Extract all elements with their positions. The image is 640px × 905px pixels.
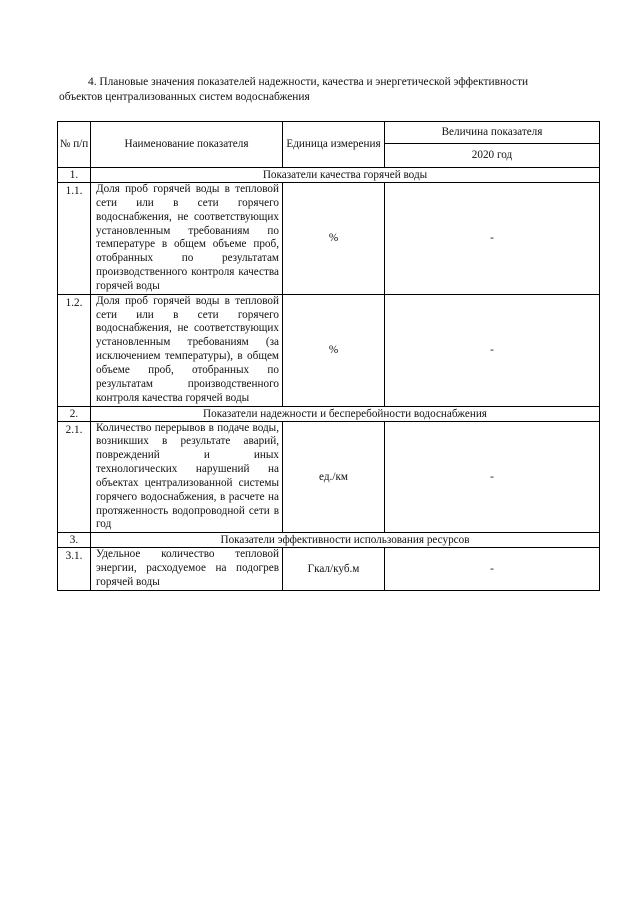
heading-line-1: 4. Плановые значения показателей надежности, качества и энергетической эффективности (88, 76, 529, 88)
row-value: - (385, 294, 600, 406)
section-num: 1. (58, 168, 91, 183)
section-row (58, 533, 600, 548)
table-row (58, 548, 600, 591)
section-row (58, 406, 600, 421)
row-unit: % (283, 294, 385, 406)
table-row (58, 421, 600, 533)
section-row (58, 168, 600, 183)
header-name: Наименование показателя (91, 122, 283, 168)
section-heading (59, 75, 601, 104)
header-unit: Единица измерения (283, 122, 385, 168)
row-name: Количество перерывов в подаче воды, возникших в результате аварий, повреждений и иных технологических нарушений на объектах централизованной системы горячего водоснабжения, в расчете на протяженность водопроводной сети в год (91, 421, 283, 533)
row-num: 3.1. (58, 548, 91, 591)
section-title: Показатели надежности и бесперебойности водоснабжения (91, 406, 600, 421)
section-num: 2. (58, 406, 91, 421)
section-num: 3. (58, 533, 91, 548)
row-num: 1.2. (58, 294, 91, 406)
heading-line-2: объектов централизованных систем водоснабжения (59, 90, 310, 103)
table-row (58, 183, 600, 295)
row-num: 1.1. (58, 183, 91, 295)
row-unit: ед./км (283, 421, 385, 533)
row-value: - (385, 421, 600, 533)
section-title: Показатели эффективности использования ресурсов (91, 533, 600, 548)
header-num: № п/п (58, 122, 91, 168)
header-year: 2020 год (385, 144, 600, 168)
table-row (58, 294, 600, 406)
row-value: - (385, 548, 600, 591)
header-value: Величина показателя (385, 122, 600, 144)
row-name: Удельное количество тепловой энергии, расходуемое на подогрев горячей воды (91, 548, 283, 591)
row-name: Доля проб горячей воды в тепловой сети или в сети горячего водоснабжения, не соответствующих установленным требованиям по температуре в общем объеме проб, отобранных по результатам производственного контроля качества горячей воды (91, 183, 283, 295)
row-value: - (385, 183, 600, 295)
section-title: Показатели качества горячей воды (91, 168, 600, 183)
indicators-table (57, 121, 600, 591)
row-name: Доля проб горячей воды в тепловой сети или в сети горячего водоснабжения, не соответствующих установленным требованиям (за исключением температуры), в общем объеме проб, отобранных по результатам производственного контроля качества горячей воды (91, 294, 283, 406)
row-num: 2.1. (58, 421, 91, 533)
row-unit: % (283, 183, 385, 295)
row-unit: Гкал/куб.м (283, 548, 385, 591)
